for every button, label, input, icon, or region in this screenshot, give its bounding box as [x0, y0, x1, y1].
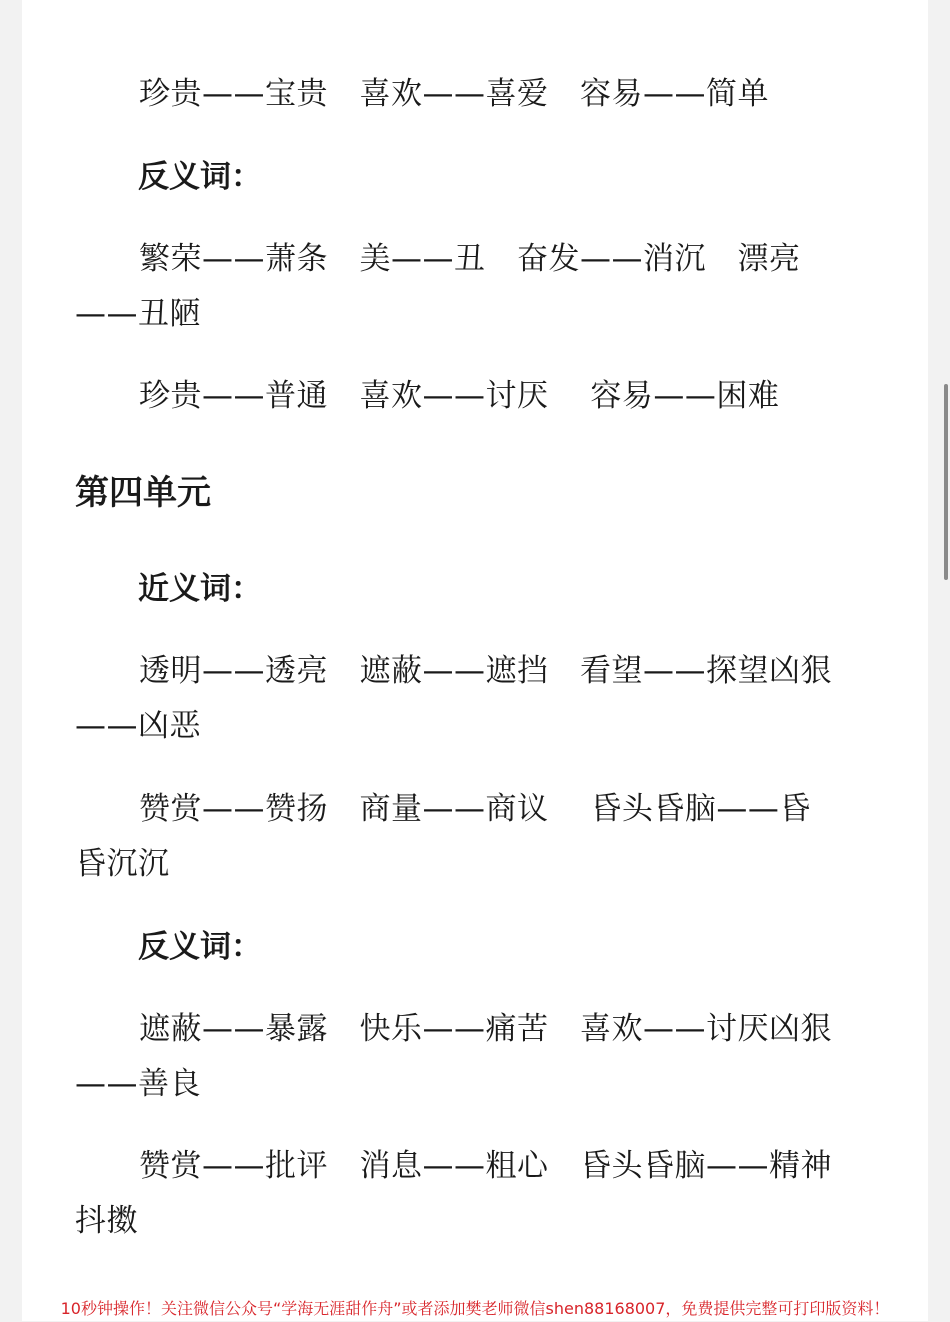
scrollbar-thumb[interactable]: [944, 384, 948, 580]
unit-heading: 第四单元: [75, 473, 211, 513]
antonym-row-4: 赞赏——批评 消息——粗心 昏头昏脑——精神抖擞: [75, 1148, 832, 1239]
footer-promo-text: 10秒钟操作！关注微信公众号“学海无涯甜作舟”或者添加樊老师微信shen88168007，免费提供完整可打印版资料！: [60, 1299, 890, 1318]
antonym-row-2: 珍贵——普通 喜欢——讨厌 容易——困难: [139, 378, 780, 414]
antonym-row-1: 繁荣——萧条 美——丑 奋发——消沉 漂亮——丑陋: [75, 241, 801, 332]
antonym-label: 反义词：: [138, 159, 262, 195]
synonym-row-1: 珍贵——宝贵 喜欢——喜爱 容易——简单: [139, 76, 769, 112]
synonym-row-2: 透明——透亮 遮蔽——遮挡 看望——探望凶狠——凶恶: [75, 653, 832, 744]
antonym-label: 反义词：: [138, 929, 262, 965]
synonym-row-3: 赞赏——赞扬 商量——商议 昏头昏脑——昏昏沉沉: [75, 791, 811, 882]
synonym-label: 近义词：: [138, 571, 262, 607]
antonym-row-3: 遮蔽——暴露 快乐——痛苦 喜欢——讨厌凶狠——善良: [75, 1011, 832, 1102]
